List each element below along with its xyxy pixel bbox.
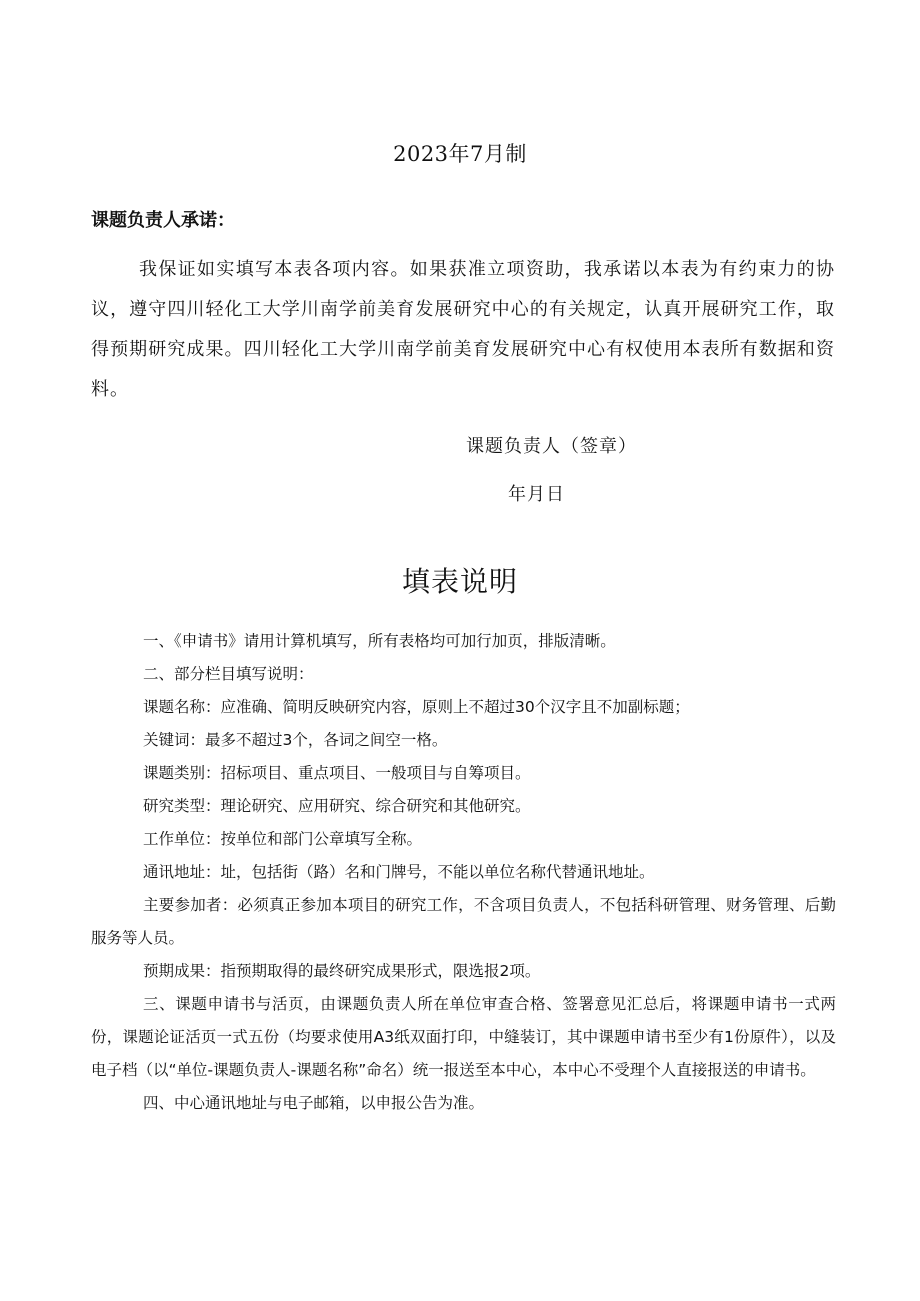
instruction-item: 通讯地址：址，包括街（路）名和门牌号，不能以单位名称代替通讯地址。 — [143, 863, 655, 881]
instruction-item: 研究类型：理论研究、应用研究、综合研究和其他研究。 — [143, 797, 531, 815]
instruction-item: 三、课题申请书与活页，由课题负责人所在单位审查合格、签署意见汇总后，将课题申请书一式两份，课题论证活页一式五份（均要求使用A3纸双面打印，中缝装订，其中课题申请书至少有1份原件），以及电子档（以“单位-课题负责人-课题名称”命名）统一报送至本中心，本中心不受理个人直接报送的申请书。 — [91, 995, 836, 1079]
date-line: 2023年7月制 — [393, 142, 527, 166]
pledge-heading: 课题负责人承诺： — [91, 210, 235, 231]
instruction-item: 一、《申请书》请用计算机填写，所有表格均可加行加页，排版清晰。 — [143, 632, 616, 650]
pledge-body: 我保证如实填写本表各项内容。如果获准立项资助，我承诺以本表为有约束力的协议，遵守四川轻化工大学川南学前美育发展研究中心的有关规定，认真开展研究工作，取得预期研究成果。四川轻化工大学川南学前美育发展研究中心有权使用本表所有数据和资料。 — [91, 259, 835, 400]
instruction-item: 四、中心通讯地址与电子邮箱，以申报公告为准。 — [143, 1094, 485, 1112]
signature-label: 课题负责人（签章） — [466, 436, 637, 457]
instruction-item: 主要参加者：必须真正参加本项目的研究工作，不含项目负责人，不包括科研管理、财务管理、后勤服务等人员。 — [91, 896, 836, 947]
instructions-title: 填表说明 — [401, 565, 518, 598]
instruction-item: 课题类别：招标项目、重点项目、一般项目与自筹项目。 — [143, 764, 531, 782]
instruction-item: 预期成果：指预期取得的最终研究成果形式，限选报2项。 — [143, 962, 541, 980]
instruction-item: 工作单位：按单位和部门公章填写全称。 — [143, 830, 423, 848]
instruction-item: 关键词：最多不超过3个，各词之间空一格。 — [143, 731, 448, 749]
instructions-list — [91, 625, 836, 1120]
signature-date-label: 年月日 — [508, 484, 565, 505]
instruction-item: 课题名称：应准确、简明反映研究内容，原则上不超过30个汉字且不加副标题； — [143, 698, 690, 716]
instruction-item: 二、部分栏目填写说明： — [143, 665, 314, 683]
